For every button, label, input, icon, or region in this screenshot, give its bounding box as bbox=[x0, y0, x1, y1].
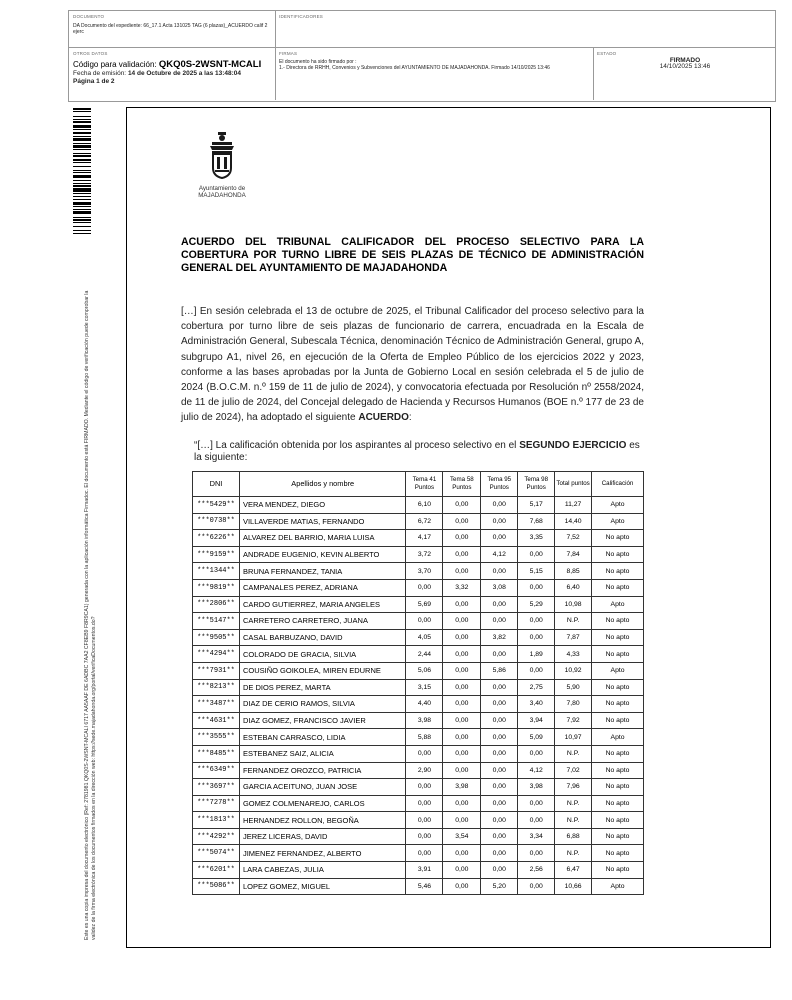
cell-tema95: 0,00 bbox=[481, 679, 518, 696]
fecha-label: Fecha de emisión: bbox=[73, 70, 127, 78]
cell-nombre: JIMENEZ FERNANDEZ, ALBERTO bbox=[239, 845, 406, 862]
cell-tema41: 3,91 bbox=[406, 862, 443, 879]
cell-tema41: 0,00 bbox=[406, 779, 443, 796]
estado-date: 14/10/2025 13:46 bbox=[659, 63, 711, 71]
table-row bbox=[193, 679, 644, 696]
firmas-text-1: El documento ha sido firmado por : bbox=[279, 59, 357, 66]
table-row bbox=[193, 762, 644, 779]
cell-nombre: VERA MENDEZ, DIEGO bbox=[239, 497, 406, 514]
cell-total: 6,88 bbox=[555, 828, 592, 845]
cell-nombre: COUSIÑO GOIKOLEA, MIREN EDURNE bbox=[239, 662, 406, 679]
cell-calificacion: No apto bbox=[592, 679, 644, 696]
cell-dni: ***7278** bbox=[193, 795, 240, 812]
quote-intro bbox=[194, 440, 646, 464]
cell-tema58: 3,54 bbox=[443, 828, 481, 845]
cell-tema95: 5,20 bbox=[481, 878, 518, 895]
cell-tema95: 0,00 bbox=[481, 729, 518, 746]
cell-calificacion: Apto bbox=[592, 878, 644, 895]
cell-tema41: 3,70 bbox=[406, 563, 443, 580]
cell-tema58: 0,00 bbox=[443, 513, 481, 530]
cell-nombre: ANDRADE EUGENIO, KEVIN ALBERTO bbox=[239, 546, 406, 563]
cell-tema58: 0,00 bbox=[443, 662, 481, 679]
table-row bbox=[193, 579, 644, 596]
cell-tema58: 0,00 bbox=[443, 679, 481, 696]
cell-tema95: 3,08 bbox=[481, 579, 518, 596]
cell-tema95: 0,00 bbox=[481, 497, 518, 514]
cell-nombre: GARCIA ACEITUNO, JUAN JOSE bbox=[239, 779, 406, 796]
cell-calificacion: No apto bbox=[592, 579, 644, 596]
cell-nombre: DIAZ GOMEZ, FRANCISCO JAVIER bbox=[239, 712, 406, 729]
cell-tema95: 0,00 bbox=[481, 712, 518, 729]
cell-dni: ***6201** bbox=[193, 862, 240, 879]
cell-tema58: 0,00 bbox=[443, 878, 481, 895]
cell-tema95: 0,00 bbox=[481, 745, 518, 762]
cell-tema41: 4,40 bbox=[406, 696, 443, 713]
table-row bbox=[193, 696, 644, 713]
cell-tema41: 0,00 bbox=[406, 845, 443, 862]
logo-text bbox=[186, 185, 258, 199]
cell-tema98: 3,94 bbox=[518, 712, 555, 729]
table-row bbox=[193, 497, 644, 514]
cell-dni: ***7931** bbox=[193, 662, 240, 679]
cell-tema41: 3,98 bbox=[406, 712, 443, 729]
cell-dni: ***9819** bbox=[193, 579, 240, 596]
cell-total: 7,02 bbox=[555, 762, 592, 779]
paragraph-text: […] En sesión celebrada el 13 de octubre de 2025, el Tribunal Calificador del proceso selectivo para la cobertura por turno libre de seis plazas de funcionario de carrera, encuadrada en la Escala de Administración General, Subescala Técnica, denominación Técnico de Administración General, grupo A, subgrupo A1, nivel 26, en ejecución de la Oferta de Empleo Público de los ejercicios 2022 y 2023, conforme a las bases aprobadas por la Junta de Gobierno Local en sesión celebrada el 5 de julio de 2024 (B.O.C.M. n.º 159 de 11 de julio de 2024), y convocatoria efectuada por Resolución nº 2558/2024, de 11 de julio de 2024, del Concejal delegado de Hacienda y Recursos Humanos (BOE n.º 177 de 23 de julio de 2024), ha adoptado el siguiente bbox=[181, 306, 644, 424]
cell-total: 7,87 bbox=[555, 629, 592, 646]
cell-tema41: 0,00 bbox=[406, 828, 443, 845]
cell-tema98: 0,00 bbox=[518, 745, 555, 762]
table-row bbox=[193, 530, 644, 547]
cell-total: 7,84 bbox=[555, 546, 592, 563]
estado-label: ESTADO bbox=[597, 51, 617, 56]
cell-tema95: 0,00 bbox=[481, 513, 518, 530]
cell-tema95: 0,00 bbox=[481, 696, 518, 713]
cell-calificacion: Apto bbox=[592, 729, 644, 746]
cell-calificacion: No apto bbox=[592, 546, 644, 563]
cell-tema98: 3,40 bbox=[518, 696, 555, 713]
cell-tema98: 0,00 bbox=[518, 613, 555, 630]
cell-nombre: LARA CABEZAS, JULIA bbox=[239, 862, 406, 879]
cell-tema41: 3,15 bbox=[406, 679, 443, 696]
cell-tema41: 2,44 bbox=[406, 646, 443, 663]
cell-tema95: 0,00 bbox=[481, 613, 518, 630]
table-row bbox=[193, 613, 644, 630]
cell-total: 5,90 bbox=[555, 679, 592, 696]
cell-tema98: 0,00 bbox=[518, 546, 555, 563]
cell-tema95: 0,00 bbox=[481, 596, 518, 613]
cell-tema98: 2,56 bbox=[518, 862, 555, 879]
table-row bbox=[193, 662, 644, 679]
table-row bbox=[193, 712, 644, 729]
cell-tema98: 2,75 bbox=[518, 679, 555, 696]
cell-tema98: 0,00 bbox=[518, 662, 555, 679]
verification-side-text: Este es una copia impresa del documento electrónico (Ref: 2781981 QKQ0S-2WSNT-MCALI 6717 AA5AAF DE 6ADBC 7AA2 CF8EB9 F8R9CA1) generada con la aplicación informática Firmadoc. El documento está FIRMADO. Mediante el código de verificación puede comprobar la validez de la firma electrónica de los documentos firmados en la dirección web: https://sede.majadahonda.org/portal/verificaDocumentos.do? bbox=[84, 290, 97, 940]
cell-nombre: ESTEBANEZ SAIZ, ALICIA bbox=[239, 745, 406, 762]
cell-total: 7,80 bbox=[555, 696, 592, 713]
validation-code: QKQ0S-2WSNT-MCALI bbox=[158, 59, 262, 71]
cell-tema95: 5,86 bbox=[481, 662, 518, 679]
acuerdo-paragraph bbox=[181, 304, 644, 426]
cell-tema98: 0,00 bbox=[518, 629, 555, 646]
cell-dni: ***3555** bbox=[193, 729, 240, 746]
cell-total: 6,40 bbox=[555, 579, 592, 596]
cell-total: 7,92 bbox=[555, 712, 592, 729]
table-row bbox=[193, 646, 644, 663]
cell-dni: ***4631** bbox=[193, 712, 240, 729]
cell-dni: ***6226** bbox=[193, 530, 240, 547]
cell-nombre: COLORADO DE GRACIA, SILVIA bbox=[239, 646, 406, 663]
header-tema58: Tema 58 Puntos bbox=[443, 472, 481, 497]
results-table bbox=[192, 471, 644, 895]
cell-tema41: 5,88 bbox=[406, 729, 443, 746]
quote-end: es la siguiente: bbox=[194, 440, 640, 463]
cell-tema58: 0,00 bbox=[443, 696, 481, 713]
paragraph-end: : bbox=[408, 412, 412, 424]
cell-tema95: 0,00 bbox=[481, 828, 518, 845]
table-row bbox=[193, 546, 644, 563]
cell-tema58: 0,00 bbox=[443, 712, 481, 729]
firmas-label: FIRMAS bbox=[279, 51, 298, 56]
header-tema98: Tema 98 Puntos bbox=[518, 472, 555, 497]
documento-label: DOCUMENTO bbox=[73, 14, 105, 19]
cell-tema98: 0,00 bbox=[518, 579, 555, 596]
cell-nombre: DIAZ DE CERIO RAMOS, SILVIA bbox=[239, 696, 406, 713]
cell-tema58: 0,00 bbox=[443, 762, 481, 779]
cell-total: N.P. bbox=[555, 613, 592, 630]
cell-calificacion: Apto bbox=[592, 662, 644, 679]
cell-calificacion: Apto bbox=[592, 513, 644, 530]
cell-tema58: 0,00 bbox=[443, 613, 481, 630]
cell-calificacion: No apto bbox=[592, 629, 644, 646]
cell-total: N.P. bbox=[555, 845, 592, 862]
cell-tema95: 0,00 bbox=[481, 812, 518, 829]
cell-total: 14,40 bbox=[555, 513, 592, 530]
cell-tema41: 4,17 bbox=[406, 530, 443, 547]
cell-total: N.P. bbox=[555, 795, 592, 812]
cell-tema58: 0,00 bbox=[443, 812, 481, 829]
header-nombre: Apellidos y nombre bbox=[239, 472, 406, 497]
cell-calificacion: No apto bbox=[592, 563, 644, 580]
cell-tema98: 5,09 bbox=[518, 729, 555, 746]
cell-calificacion: No apto bbox=[592, 762, 644, 779]
cell-tema41: 0,00 bbox=[406, 812, 443, 829]
cell-dni: ***6349** bbox=[193, 762, 240, 779]
document-metadata-header bbox=[68, 10, 776, 102]
cell-total: N.P. bbox=[555, 812, 592, 829]
barcode-icon bbox=[73, 108, 91, 276]
cell-tema95: 0,00 bbox=[481, 845, 518, 862]
cell-dni: ***1344** bbox=[193, 563, 240, 580]
table-row bbox=[193, 845, 644, 862]
table-row bbox=[193, 596, 644, 613]
cell-tema58: 0,00 bbox=[443, 646, 481, 663]
cell-tema95: 0,00 bbox=[481, 762, 518, 779]
cell-tema58: 0,00 bbox=[443, 546, 481, 563]
cell-dni: ***0738** bbox=[193, 513, 240, 530]
cell-tema98: 3,35 bbox=[518, 530, 555, 547]
cell-calificacion: No apto bbox=[592, 795, 644, 812]
cell-total: 10,92 bbox=[555, 662, 592, 679]
cell-tema58: 0,00 bbox=[443, 629, 481, 646]
cell-tema58: 0,00 bbox=[443, 563, 481, 580]
cell-tema95: 3,82 bbox=[481, 629, 518, 646]
cell-tema41: 5,06 bbox=[406, 662, 443, 679]
cell-tema41: 0,00 bbox=[406, 745, 443, 762]
table-row bbox=[193, 563, 644, 580]
cell-dni: ***2806** bbox=[193, 596, 240, 613]
table-header-row bbox=[193, 472, 644, 497]
header-calificacion: Calificación bbox=[592, 472, 644, 497]
cell-tema98: 3,34 bbox=[518, 828, 555, 845]
cell-total: 6,47 bbox=[555, 862, 592, 879]
cell-nombre: GOMEZ COLMENAREJO, CARLOS bbox=[239, 795, 406, 812]
cell-total: N.P. bbox=[555, 745, 592, 762]
table-row bbox=[193, 513, 644, 530]
cell-nombre: CARDO GUTIERREZ, MARIA ANGELES bbox=[239, 596, 406, 613]
cell-tema58: 0,00 bbox=[443, 497, 481, 514]
cell-dni: ***4292** bbox=[193, 828, 240, 845]
cell-dni: ***5086** bbox=[193, 878, 240, 895]
identificadores-label: IDENTIFICADORES bbox=[279, 14, 324, 19]
cell-total: 10,98 bbox=[555, 596, 592, 613]
table-row bbox=[193, 729, 644, 746]
cell-tema95: 0,00 bbox=[481, 779, 518, 796]
cell-calificacion: No apto bbox=[592, 613, 644, 630]
cell-total: 11,27 bbox=[555, 497, 592, 514]
cell-calificacion: No apto bbox=[592, 845, 644, 862]
cell-nombre: JEREZ LICERAS, DAVID bbox=[239, 828, 406, 845]
cell-calificacion: Apto bbox=[592, 596, 644, 613]
otros-datos-label: OTROS DATOS bbox=[73, 51, 108, 56]
cell-dni: ***9159** bbox=[193, 546, 240, 563]
cell-tema41: 2,90 bbox=[406, 762, 443, 779]
cell-calificacion: No apto bbox=[592, 530, 644, 547]
cell-tema98: 0,00 bbox=[518, 845, 555, 862]
cell-tema98: 0,00 bbox=[518, 878, 555, 895]
cell-tema58: 0,00 bbox=[443, 530, 481, 547]
cell-tema58: 0,00 bbox=[443, 745, 481, 762]
cell-dni: ***4294** bbox=[193, 646, 240, 663]
cell-nombre: HERNANDEZ ROLLON, BEGOÑA bbox=[239, 812, 406, 829]
cell-tema41: 5,46 bbox=[406, 878, 443, 895]
cell-tema98: 5,17 bbox=[518, 497, 555, 514]
cell-dni: ***9505** bbox=[193, 629, 240, 646]
cell-dni: ***5074** bbox=[193, 845, 240, 862]
cell-tema58: 3,98 bbox=[443, 779, 481, 796]
cell-tema95: 0,00 bbox=[481, 862, 518, 879]
cell-nombre: CASAL BARBUZANO, DAVID bbox=[239, 629, 406, 646]
cell-calificacion: No apto bbox=[592, 779, 644, 796]
cell-calificacion: Apto bbox=[592, 497, 644, 514]
table-row bbox=[193, 862, 644, 879]
firmas-text-2: 1.- Directora de RRHH, Convenios y Subvenciones del AYUNTAMIENTO DE MAJADAHONDA. Firmado 14/10/2025 13:46 bbox=[279, 65, 550, 72]
cell-calificacion: No apto bbox=[592, 828, 644, 845]
header-tema95: Tema 95 Puntos bbox=[481, 472, 518, 497]
cell-tema95: 0,00 bbox=[481, 530, 518, 547]
cell-calificacion: No apto bbox=[592, 812, 644, 829]
cell-tema41: 0,00 bbox=[406, 795, 443, 812]
cell-tema58: 3,32 bbox=[443, 579, 481, 596]
cell-nombre: CARRETERO CARRETERO, JUANA bbox=[239, 613, 406, 630]
document-title: ACUERDO DEL TRIBUNAL CALIFICADOR DEL PROCESO SELECTIVO PARA LA COBERTURA POR TURNO LIBRE DE SEIS PLAZAS DE TÉCNICO DE ADMINISTRACIÓN GENERAL DEL AYUNTAMIENTO DE MAJADAHONDA bbox=[181, 236, 644, 275]
cell-total: 8,85 bbox=[555, 563, 592, 580]
cell-tema98: 7,68 bbox=[518, 513, 555, 530]
cell-calificacion: No apto bbox=[592, 745, 644, 762]
cell-tema41: 5,69 bbox=[406, 596, 443, 613]
cell-tema58: 0,00 bbox=[443, 862, 481, 879]
cell-calificacion: No apto bbox=[592, 646, 644, 663]
cell-tema98: 0,00 bbox=[518, 795, 555, 812]
cell-dni: ***5147** bbox=[193, 613, 240, 630]
table-row bbox=[193, 629, 644, 646]
header-total: Total puntos bbox=[555, 472, 592, 497]
cell-dni: ***8485** bbox=[193, 745, 240, 762]
quote-bold: SEGUNDO EJERCICIO bbox=[519, 440, 627, 451]
table-row bbox=[193, 878, 644, 895]
header-tema41: Tema 41 Puntos bbox=[406, 472, 443, 497]
cell-tema58: 0,00 bbox=[443, 729, 481, 746]
cell-total: 10,66 bbox=[555, 878, 592, 895]
cell-dni: ***3487** bbox=[193, 696, 240, 713]
cell-nombre: CAMPANALES PEREZ, ADRIANA bbox=[239, 579, 406, 596]
emission-date: 14 de Octubre de 2025 a las 13:48:04 bbox=[127, 70, 242, 78]
table-row bbox=[193, 795, 644, 812]
cell-tema98: 1,89 bbox=[518, 646, 555, 663]
cell-tema95: 0,00 bbox=[481, 646, 518, 663]
cell-nombre: FERNANDEZ OROZCO, PATRICIA bbox=[239, 762, 406, 779]
cell-tema41: 0,00 bbox=[406, 613, 443, 630]
cell-tema58: 0,00 bbox=[443, 795, 481, 812]
cell-dni: ***1813** bbox=[193, 812, 240, 829]
cell-tema41: 6,10 bbox=[406, 497, 443, 514]
cell-total: 7,96 bbox=[555, 779, 592, 796]
cell-tema58: 0,00 bbox=[443, 845, 481, 862]
cell-total: 7,52 bbox=[555, 530, 592, 547]
codigo-label: Código para validación: bbox=[73, 60, 157, 70]
logo-line-1: Ayuntamiento de bbox=[198, 185, 246, 192]
cell-tema95: 4,12 bbox=[481, 546, 518, 563]
cell-tema41: 6,72 bbox=[406, 513, 443, 530]
table-row bbox=[193, 828, 644, 845]
cell-nombre: ALVAREZ DEL BARRIO, MARIA LUISA bbox=[239, 530, 406, 547]
table-row bbox=[193, 745, 644, 762]
cell-tema41: 4,05 bbox=[406, 629, 443, 646]
cell-dni: ***5429** bbox=[193, 497, 240, 514]
cell-total: 4,33 bbox=[555, 646, 592, 663]
cell-nombre: LOPEZ GOMEZ, MIGUEL bbox=[239, 878, 406, 895]
logo-line-2: MAJADAHONDA bbox=[198, 192, 246, 199]
cell-dni: ***3697** bbox=[193, 779, 240, 796]
cell-tema95: 0,00 bbox=[481, 563, 518, 580]
cell-total: 10,97 bbox=[555, 729, 592, 746]
table-row bbox=[193, 779, 644, 796]
cell-tema41: 0,00 bbox=[406, 579, 443, 596]
estado-value: FIRMADO bbox=[669, 57, 701, 65]
cell-tema98: 0,00 bbox=[518, 812, 555, 829]
documento-text: DA Documento del expediente: 66_17.1 Acta 131025 TAG (6 plazas)_ACUERDO calif 2 ejerc bbox=[73, 23, 268, 36]
cell-calificacion: No apto bbox=[592, 696, 644, 713]
cell-dni: ***8213** bbox=[193, 679, 240, 696]
cell-tema98: 3,98 bbox=[518, 779, 555, 796]
page-indicator: Página 1 de 2 bbox=[73, 78, 115, 86]
cell-nombre: ESTEBAN CARRASCO, LIDIA bbox=[239, 729, 406, 746]
cell-calificacion: No apto bbox=[592, 712, 644, 729]
quote-text: “[…] La calificación obtenida por los aspirantes al proceso selectivo en el bbox=[194, 440, 520, 451]
cell-tema98: 4,12 bbox=[518, 762, 555, 779]
paragraph-bold: ACUERDO bbox=[358, 412, 409, 424]
cell-tema98: 5,29 bbox=[518, 596, 555, 613]
cell-nombre: VILLAVERDE MATIAS, FERNANDO bbox=[239, 513, 406, 530]
header-dni: DNI bbox=[193, 472, 240, 497]
cell-tema95: 0,00 bbox=[481, 795, 518, 812]
cell-tema41: 3,72 bbox=[406, 546, 443, 563]
cell-tema98: 5,15 bbox=[518, 563, 555, 580]
cell-nombre: DE DIOS PEREZ, MARTA bbox=[239, 679, 406, 696]
table-row bbox=[193, 812, 644, 829]
cell-nombre: BRUNA FERNANDEZ, TANIA bbox=[239, 563, 406, 580]
cell-calificacion: No apto bbox=[592, 862, 644, 879]
cell-tema58: 0,00 bbox=[443, 596, 481, 613]
